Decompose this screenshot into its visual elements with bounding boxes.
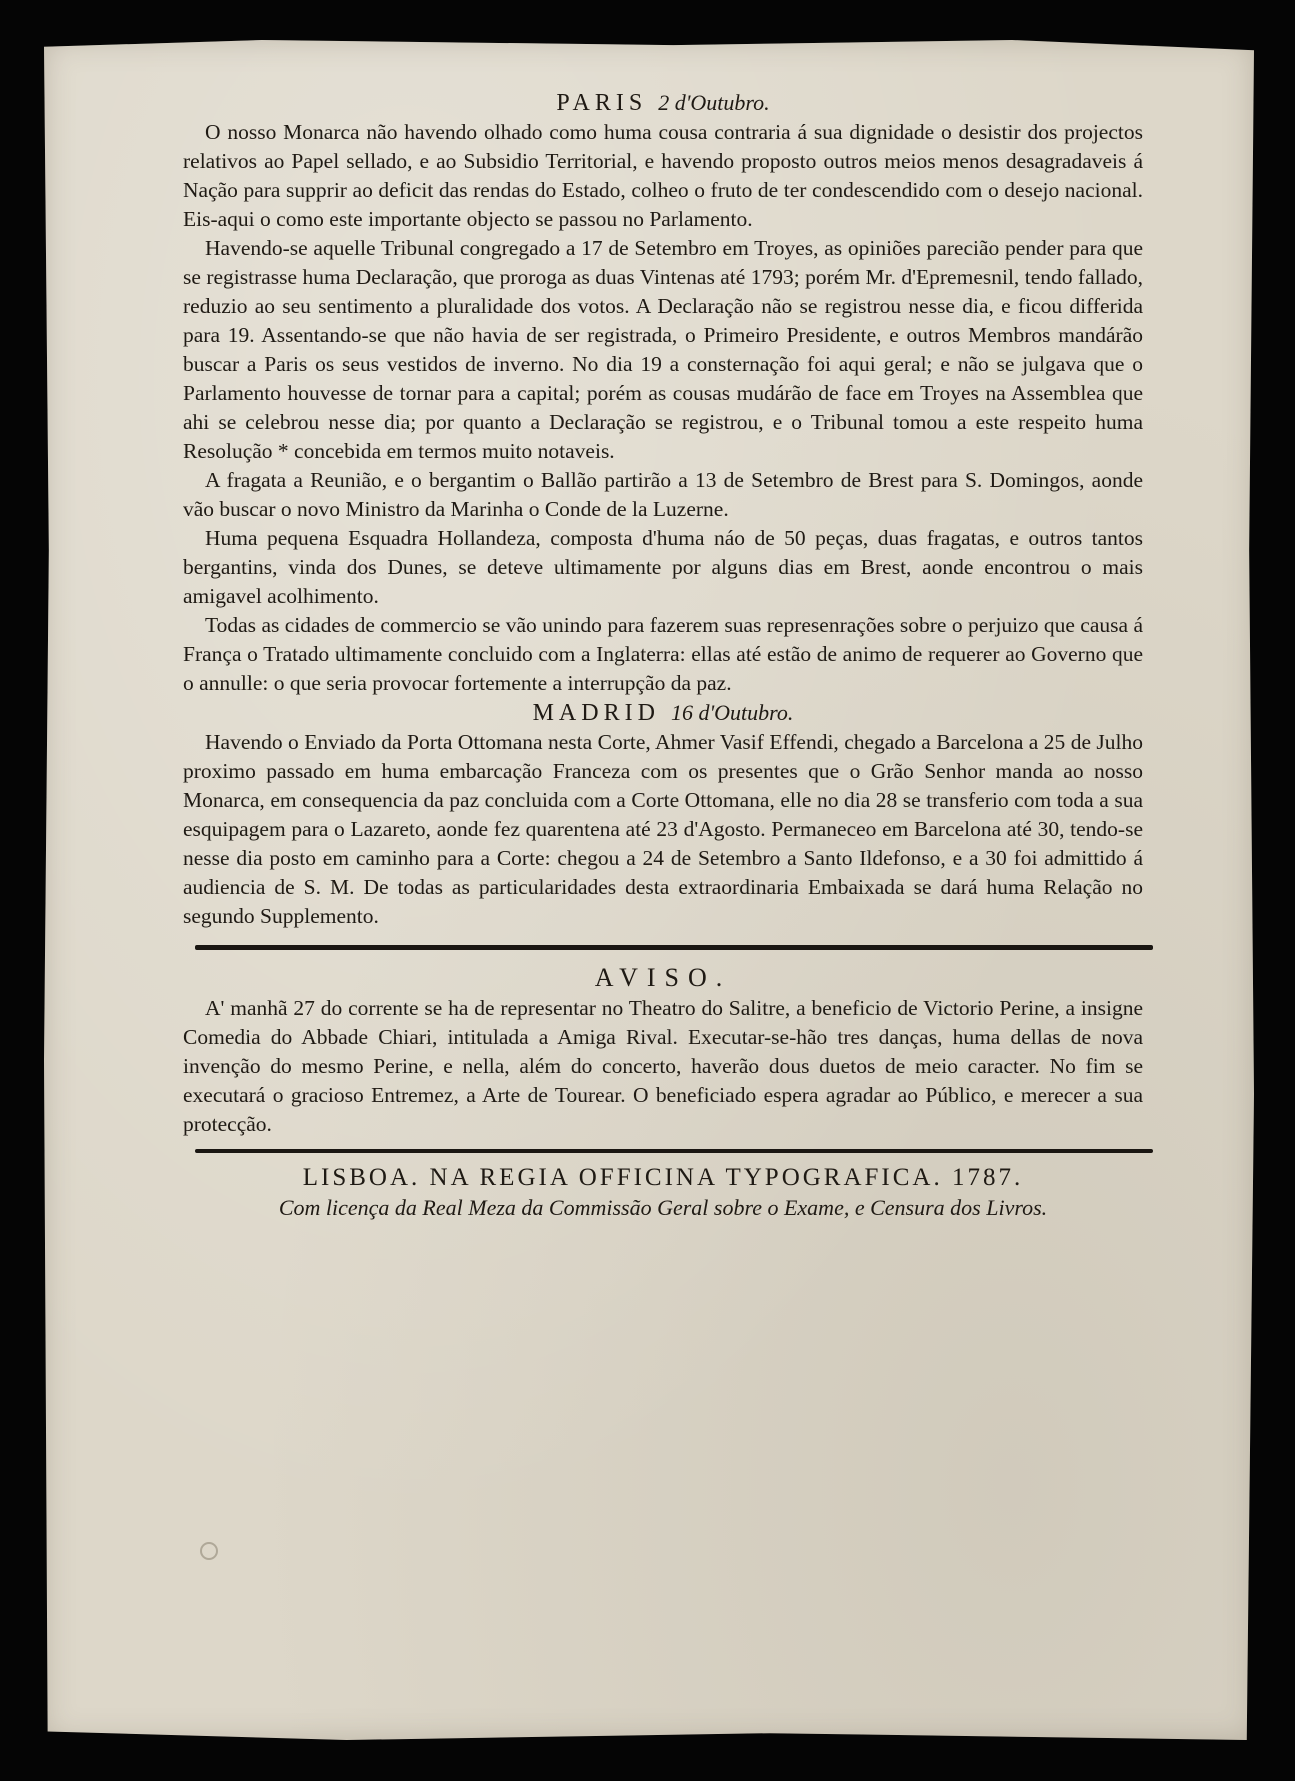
madrid-paragraph: Havendo o Enviado da Porta Ottomana nesta Corte, Ahmer Vasif Effendi, chegado a Barcelona a 25 de Julho proximo passado em huma embarcação Franceza com os presentes que o Grão Senhor manda ao nosso Monarca, em consequencia da paz concluida com a Corte Ottomana, elle no dia 28 se transferio com toda a sua esquipagem para o Lazareto, aonde fez quarentena até 23 d'Agosto. Permaneceo em Barcelona até 30, tendo-se nesse dia posto em caminho para a Corte: chegou a 24 de Setembro a Santo Ildefonso, e a 30 foi admittido á audiencia de S. M. De todas as particularidades desta extraordinaria Embaixada se dará huma Relação no segundo Supplemento.: [183, 730, 1143, 928]
paris-paragraph-5: Todas as cidades de commercio se vão unindo para fazerem suas represenrações sobre o perjuizo que causa á França o Tratado ultimamente concluido com a Inglaterra: ellas até estão de animo de requerer ao Governo que o annulle: o que seria provocar fortemente a interrupção da paz.: [183, 613, 1143, 695]
paris-date: 2 d'Outubro.: [658, 90, 770, 115]
paris-paragraph-2: Havendo-se aquelle Tribunal congregado a 17 de Setembro em Troyes, as opiniões parecião pender para que se registrasse huma Declaração, que proroga as duas Vintenas até 1793; porém Mr. d'Epremesnil, tendo fallado, reduzio ao seu sentimento a pluralidade dos votos. A Declaração não se registrou nesse dia, e ficou differida para 19. Assentando-se que não havia de ser registrada, o Primeiro Presidente, e outros Membros mandárão buscar a Paris os seus vestidos de inverno. No dia 19 a consternação foi aqui geral; e não se julgava que o Parlamento houvesse de tornar para a capital; porém as cousas mudárão de face em Troyes na Assemblea que ahi se celebrou nesse dia; por quanto a Declaração se registrou, e o Tribunal tomou a este respeito huma Resolução * concebida em termos muito notaveis.: [183, 236, 1143, 463]
aviso-paragraph: A' manhã 27 do corrente se ha de representar no Theatro do Salitre, a beneficio de Victorio Perine, a insigne Comedia do Abbade Chiari, intitulada a Amiga Rival. Executar-se-hão tres danças, huma dellas de nova invenção do mesmo Perine, e nella, além do concerto, haverão dous duetos de meio caracter. No fim se executará o gracioso Entremez, a Arte de Tourear. O beneficiado espera agradar ao Público, e merecer a sua protecção.: [183, 996, 1143, 1136]
ink-stain-mark: [200, 1542, 218, 1560]
paris-dateline: [183, 88, 1143, 118]
madrid-date: 16 d'Outubro.: [670, 700, 794, 725]
imprint-line: LISBOA. NA REGIA OFFICINA TYPOGRAFICA. 1787.: [302, 1164, 1024, 1191]
page-text: [183, 88, 1143, 1223]
section-divider: [195, 945, 1153, 950]
license-line: Com licença da Real Meza da Commissão Geral sobre o Exame, e Censura dos Livros.: [278, 1195, 1048, 1220]
paris-heading: PARIS: [556, 90, 648, 116]
madrid-heading: MADRID: [532, 700, 660, 726]
aviso-heading: AVISO.: [594, 963, 732, 992]
madrid-dateline: [183, 698, 1143, 728]
imprint-divider: [195, 1149, 1153, 1153]
paris-paragraph-1: O nosso Monarca não havendo olhado como huma cousa contraria á sua dignidade o desistir dos projectos relativos ao Papel sellado, e ao Subsidio Territorial, e havendo proposto outros meios menos desagradaveis á Nação para supprir ao deficit das rendas do Estado, colheo o fruto de ter condescendido com o desejo nacional. Eis-aqui o como este importante objecto se passou no Parlamento.: [183, 120, 1143, 231]
paris-paragraph-3: A fragata a Reunião, e o bergantim o Ballão partirão a 13 de Setembro de Brest para S. Domingos, aonde vão buscar o novo Ministro da Marinha o Conde de la Luzerne.: [183, 468, 1143, 521]
paris-paragraph-4: Huma pequena Esquadra Hollandeza, composta d'huma náo de 50 peças, duas fragatas, e outros tantos bergantins, vinda dos Dunes, se deteve ultimamente por alguns dias em Brest, aonde encontrou o mais amigavel acolhimento.: [183, 526, 1143, 608]
